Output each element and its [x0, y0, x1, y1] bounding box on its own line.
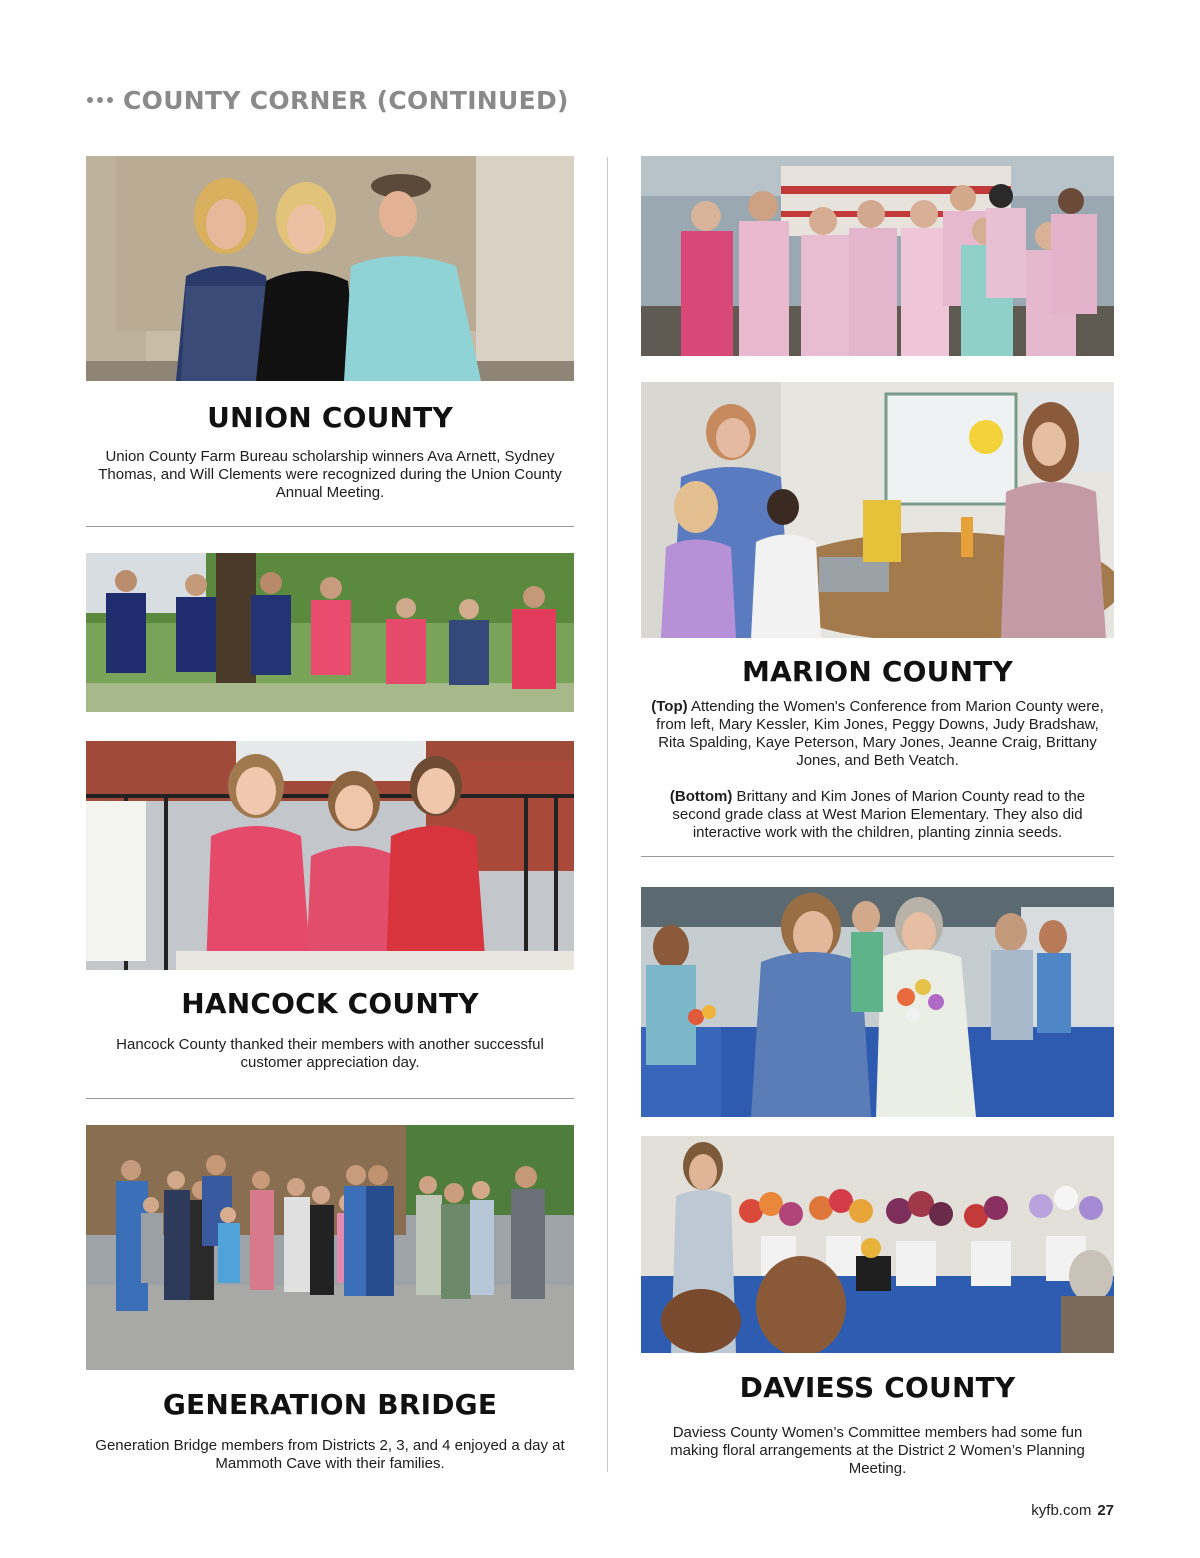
- marion-county-bottom-photo: [641, 382, 1114, 638]
- caption-bottom-text: Brittany and Kim Jones of Marion County read to the second grade class at West Marion Elementary. They also did interactive work with the children, planting zinnia seeds.: [672, 788, 1086, 841]
- hancock-group-photo: [86, 553, 574, 712]
- union-county-title: UNION COUNTY: [207, 401, 453, 434]
- column-divider: [607, 157, 608, 1472]
- union-county-caption: Union County Farm Bureau scholarship winners Ava Arnett, Sydney Thomas, and Will Clements were recognized during the Union County Annual Meeting.: [98, 448, 562, 501]
- divider-rule: [86, 526, 574, 527]
- generation-bridge-photo: [86, 1125, 574, 1370]
- daviess-county-caption: Daviess County Women’s Committee members had some fun making floral arrangements at the District 2 Women’s Planning Meeting.: [670, 1424, 1085, 1477]
- daviess-county-top-photo: [641, 887, 1114, 1117]
- caption-top-label: (Top): [651, 698, 688, 715]
- caption-top-text: Attending the Women's Conference from Marion County were, from left, Mary Kessler, Kim Jones, Peggy Downs, Judy Bradshaw, Rita Spalding, Kaye Peterson, Mary Jones, Jeanne Craig, Brittany Jones, and Beth Veatch.: [656, 698, 1104, 769]
- page-number: 27: [1097, 1502, 1114, 1519]
- union-county-photo: [86, 156, 574, 381]
- hancock-county-title: HANCOCK COUNTY: [181, 987, 479, 1020]
- footer-site-link[interactable]: kyfb.com: [1031, 1502, 1092, 1519]
- caption-bottom-label: (Bottom): [669, 788, 733, 805]
- divider-rule: [641, 856, 1114, 857]
- generation-bridge-caption: Generation Bridge members from Districts 2, 3, and 4 enjoyed a day at Mammoth Cave with their families.: [95, 1437, 565, 1472]
- page-footer: [1031, 1502, 1114, 1519]
- divider-rule: [86, 1098, 574, 1099]
- hancock-girls-photo: [86, 741, 574, 970]
- marion-county-caption-top: [641, 698, 1114, 770]
- daviess-county-bottom-photo: [641, 1136, 1114, 1353]
- marion-county-title: MARION COUNTY: [742, 655, 1013, 688]
- marion-county-caption-bottom: [651, 788, 1104, 842]
- section-header: [87, 84, 569, 116]
- marion-county-top-photo: [641, 156, 1114, 356]
- section-title: COUNTY CORNER (CONTINUED): [123, 85, 569, 115]
- daviess-county-title: DAVIESS COUNTY: [739, 1371, 1016, 1404]
- generation-bridge-title: GENERATION BRIDGE: [162, 1388, 498, 1421]
- header-dots-icon: [87, 97, 113, 103]
- hancock-county-caption: Hancock County thanked their members with another successful customer appreciation day.: [116, 1036, 544, 1071]
